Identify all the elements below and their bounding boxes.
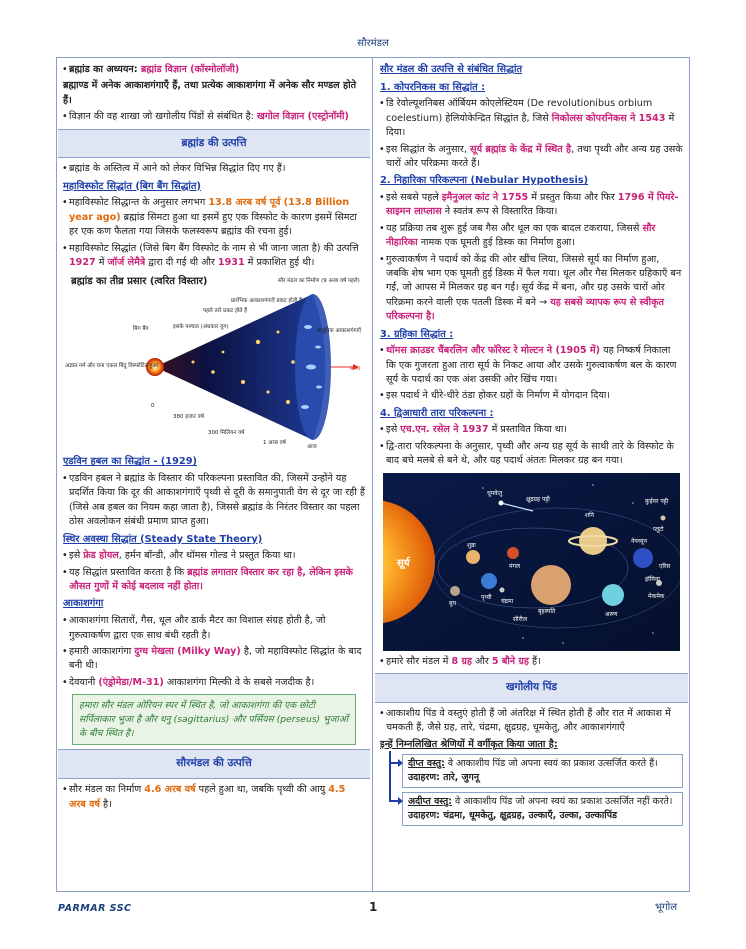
column-divider: [372, 57, 373, 892]
fig-label-modern-galaxies: आधुनिक आकाशगंगाएँ: [316, 328, 362, 335]
fig-label-solar-system: सौर मंडल का निर्माण (9 अरब वर्ष पहले): [278, 278, 360, 285]
label-makemake: मेकमेक: [648, 592, 665, 600]
label-ceres: सीरीज: [513, 615, 528, 623]
binary-bullet-2: • द्वि-तारा परिकल्पना के अनुसार, पृथ्वी और अन्य ग्रह सूर्य के साथी तारे के विस्फोट के बाद बचे मलबे से बने थे, और यह पदार्थ अंततः मिलकर ग्रह बन गया।: [375, 440, 688, 469]
label-venus: शुक्र: [467, 541, 476, 549]
galaxy-bullet-3: • देवयानी (एंड्रोमेडा/M-31) आकाशगंगा मिल्की वे के सबसे नजदीक है।: [58, 676, 370, 690]
steady-bullet-1: • इसे फ्रेड होयल, हर्मन बॉन्डी, और थॉमस गोल्ड ने प्रस्तुत किया था।: [58, 549, 370, 563]
galaxy-bullet-2: • हमारी आकाशगंगा दुग्ध मेखला (Milky Way) है, जो महाविस्फोट सिद्धांत के बाद बनी थी।: [58, 645, 370, 674]
label-comet: धूमकेतु: [487, 489, 503, 497]
steady-state-title: स्थिर अवस्था सिद्धांत (Steady State Theory): [63, 533, 263, 545]
copernicus-bullet-1: • डि रेवोल्यूशनिबस ऑर्बियम कोएलेस्टियम (De revolutionibus orbium coelestium) हेलियोकेन्द्रित सिद्धांत है, जिसे निकोलस कोपरनिकस ने 1543 में दिया।: [375, 97, 688, 140]
label-mars: मंगल: [509, 562, 521, 570]
theories-title: सौर मंडल की उत्पत्ति से संबंधित सिद्धांत: [380, 64, 523, 75]
footer-subject: भूगोल: [655, 902, 678, 913]
planetesimal-bullet-2: • इस पदार्थ ने धीरे-धीरे ठंडा होकर ग्रहों के निर्माण में योगदान दिया।: [375, 389, 688, 403]
fig-label-now: आज: [307, 444, 317, 451]
fig-label-formation: अज्ञात नर्म और घना एकल बिंदु विस्फोटित हुआ: [65, 363, 159, 370]
label-haumea: हॉमिया: [645, 575, 660, 583]
copernicus-title: 1. कोपरनिकस का सिद्धांत :: [380, 81, 486, 93]
fig-label-first-stars: पहले तारे प्रकट होते हैं: [203, 308, 248, 315]
binary-bullet-1: • इसे एच.एन. रसेल ने 1937 में प्रस्तावित किया था।: [375, 423, 688, 437]
binary-star-title: 4. द्विआधारी तारा परिकल्पना :: [380, 407, 494, 419]
galaxy-bullet-1: • आकाशगंगा सितारों, गैस, धूल और डार्क मैटर का विशाल संग्रह होती है, जो गुरुत्वाकर्षण द्वारा एक साथ बंधी रहती है।: [58, 614, 370, 643]
right-column: [375, 60, 688, 890]
fig-tick-380k: 380 हजार वर्ष: [173, 414, 204, 421]
nebular-bullet-2: • यह प्रक्रिया तब शुरू हुई जब गैस और धूल का एक बादल टकराया, जिससे सौर नीहारिका नामक एक घूमती हुई डिस्क का निर्माण हुआ।: [375, 222, 688, 251]
solar-system-image: [383, 473, 680, 651]
label-uranus: अरुण: [605, 610, 618, 618]
sun-label: सूर्य: [397, 557, 410, 569]
section-title-universe-origin: ब्रह्मांड की उत्पत्ति: [58, 129, 370, 159]
page-number: 1: [369, 900, 378, 914]
galaxy-title: आकाशगंगा: [63, 598, 104, 610]
copernicus-bullet-2: • इस सिद्धांत के अनुसार, सूर्य ब्रह्मांड के केंद्र में स्थित है, तथा पृथ्वी और अन्य ग्रह उसके चारों ओर परिक्रमा करते हैं।: [375, 143, 688, 172]
hubble-bullet-1: • एडविन हबल ने ब्रह्मांड के विस्तार की परिकल्पना प्रस्तावित की, जिसमें उन्होंने यह प्रदर्शित किया कि दूर की आकाशगंगाएँ पृथ्वी से दूरी के समानुपाती वेग से दूर जा रही हैं (जिसे अब हबल का नियम कहा जाता है), जिससे ब्रह्मांड के निरंतर विस्तार का पहला ठोस अवलोकन संबंधी प्रमाण प्राप्त हुआ।: [58, 472, 370, 530]
bigbang-bullet-1: • महाविस्फोट सिद्धान्त के अनुसार लगभग 13.8 अरब वर्ष पूर्व (13.8 Billion year ago) ब्रह्मांड सिमटा हुआ था इसमें हुए एक विस्फोट के कारण इसमें सिमटा हर एक कण फैलता गया जिसके फलस्वरूप ब्रह्मांड की रचना हुई।: [58, 196, 370, 239]
intro-bullet-2: • विज्ञान की वह शाखा जो खगोलीय पिंडों से संबंधित है: खगोल विज्ञान (एस्ट्रोनॉमी): [58, 110, 370, 124]
label-jupiter: बृहस्पति: [538, 607, 556, 615]
solar-origin-bullet-1: • सौर मंडल का निर्माण 4.6 अरब वर्ष पहले हुआ था, जबकि पृथ्वी की आयु 4.5 अरब वर्ष है।: [58, 783, 370, 812]
non-luminous-body-box: अदीप्त वस्तु: वे आकाशीय पिंड जो अपना स्वयं का प्रकाश उत्सर्जित नहीं करते। उदाहरण: चंद्रमा, धूमकेतु, क्षुद्रग्रह, उल्काएँ, उल्का, उल्कापिंड: [402, 792, 683, 826]
flow-arrow-2: [389, 800, 399, 802]
universe-bullet-1: • ब्रह्मांड के अस्तित्व में आने को लेकर विभिन्न सिद्धांत दिए गए हैं।: [58, 162, 370, 176]
fig-label-early-galaxies: प्रारंभिक आकाशगंगाएँ प्रकट होती हैं: [231, 298, 302, 305]
solar-system-figure: [383, 473, 680, 651]
planet-count-bullet: • हमारे सौर मंडल में 8 ग्रह और 5 बौने ग्रह हैं।: [375, 655, 688, 669]
steady-bullet-2: • यह सिद्धांत प्रस्तावित करता है कि ब्रह्मांड लगातार विस्तार कर रहा है, लेकिन इसके औसत गुणों में कोई बदलाव नहीं होता।: [58, 566, 370, 595]
section-title-solar-origin: सौरमंडल की उत्पत्ति: [58, 749, 370, 779]
label-kuiper-belt: कुईपर पट्टी: [645, 497, 669, 505]
luminous-body-box: दीप्त वस्तु: वे आकाशीय पिंड जो अपना स्वयं का प्रकाश उत्सर्जित करते हैं। उदाहरण: तारे, जुगनू: [402, 754, 683, 788]
figure-title: ब्रह्मांड का तीव्र प्रसार (त्वरित विस्तार): [71, 276, 208, 288]
flow-arrow-1: [389, 762, 399, 764]
orion-spur-note: हमारा सौर मंडल ओरियन स्पर में स्थित है, जो आकाशगंगा की एक छोटी सर्पिलाकार भुजा है और धनु (sagittarius) और पर्सियस (perseus) भुजाओं के बीच स्थित है।: [72, 694, 356, 745]
fig-tick-300m: 300 मिलियन वर्ष: [208, 430, 245, 437]
fig-label-time: समय: [349, 366, 360, 373]
hubble-title: एडविन हबल का सिद्धांत - (1929): [63, 456, 198, 468]
running-header: सौरमंडल: [357, 38, 389, 49]
label-moon: चंद्रमा: [501, 597, 514, 605]
section-title-celestial-bodies: खगोलीय पिंड: [375, 673, 688, 703]
fig-tick-0: 0: [151, 403, 155, 410]
intro-paragraph: ब्रह्माण्ड में अनेक आकाशगंगाएँ हैं, तथा प्रत्येक आकाशगंगा में अनेक सौर मण्डल होते हैं।: [63, 80, 357, 106]
label-neptune: नेपच्यून: [631, 537, 647, 545]
fig-label-bigbang: बिग बैंग: [133, 326, 149, 333]
universe-expansion-figure: [63, 272, 365, 452]
nebular-bullet-3: • गुरुत्वाकर्षण ने पदार्थ को केंद्र की ओर खींच लिया, जिससे सूर्य का निर्माण हुआ, जबकि शेष भाग एक घूमती हुई डिस्क में फैल गया। धूल और गैस मिलकर ग्रहिकाएँ बन गईं, जो आपस में मिलकर ग्रह बन गईं। सूर्य केंद्र में बना, और ग्रह उसके चारों ओर परिक्रमा करने वाली एक पतली डिस्क में बने → यह सबसे व्यापक रूप से स्वीकृत परिकल्पना है।: [375, 253, 688, 325]
label-asteroid-belt: क्षुद्रग्रह पट्टी: [526, 495, 550, 503]
flow-connector: [389, 751, 391, 801]
left-column: [58, 60, 370, 890]
label-mercury: बुध: [449, 599, 457, 607]
label-earth: पृथ्वी: [481, 593, 492, 601]
classification-intro: इन्हें निम्नलिखित श्रेणियों में वर्गीकृत किया जाता है:: [380, 738, 558, 750]
intro-bullet-1: • ब्रह्मांड का अध्ययन: ब्रह्मांड विज्ञान (कॉस्मोलॉजी): [58, 63, 370, 77]
label-eris: एरिस: [659, 562, 671, 570]
planetesimal-bullet-1: • थॉमस क्राउडर चैंबरलिन और फॉरेस्ट रे मोल्टन ने (1905 में) यह निष्कर्ष निकाला कि एक गुजरता हुआ तारा सूर्य के निकट आया और उसके गुरुत्वाकर्षण बल के कारण सूर्य के पदार्थ का एक अंश उसकी ओर खिंच गया।: [375, 344, 688, 387]
nebular-bullet-1: • इसे सबसे पहले इमैनुअल कांट ने 1755 में प्रस्तुत किया और फिर 1796 में पियरे-साइमन लाप्लास ने स्वतंत्र रूप से विस्तारित किया।: [375, 191, 688, 220]
planetesimal-title: 3. ग्रहिका सिद्धांत :: [380, 328, 454, 340]
bigbang-title: महाविस्फोट सिद्धांत (बिग बैंग सिद्धांत): [63, 180, 201, 192]
fig-label-dark-age: इसके पश्चात (अंधकार युग): [173, 324, 229, 331]
celestial-bullet-1: • आकाशीय पिंड वे वस्तुएं होती हैं जो अंतरिक्ष में स्थित होती हैं और रात में आकाश में चमकती हैं, जैसे ग्रह, तारे, चंद्रमा, क्षुद्रग्रह, धूमकेतु, और आकाशगंगाएँ: [375, 707, 688, 736]
classification-flow: [380, 754, 683, 826]
footer-brand: PARMAR SSC: [58, 903, 132, 914]
nebular-title: 2. निहारिका परिकल्पना (Nebular Hypothesis): [380, 175, 589, 187]
fig-tick-1b: 1 अरब वर्ष: [263, 440, 286, 447]
label-saturn: शनि: [585, 511, 594, 519]
label-pluto: प्लूटो: [653, 525, 664, 533]
universe-expansion-diagram: [63, 272, 365, 452]
bigbang-bullet-2: • महाविस्फोट सिद्धांत (जिसे बिग बैंग विस्फोट के नाम से भी जाना जाता है) की उत्पत्ति 1927 में जॉर्ज लेमैत्रे द्वारा दी गई थी और 1931 में प्रकाशित हुई थी।: [58, 242, 370, 271]
